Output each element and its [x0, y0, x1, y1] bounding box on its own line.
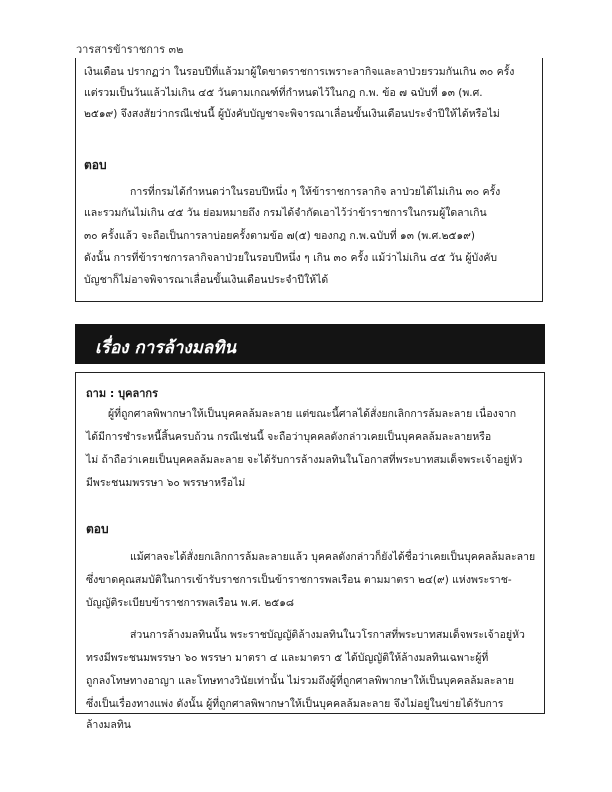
text-line: ถูกลงโทษทางอาญา และโทษทางวินัยเท่านั้น ไม่รวมถึงผู้ที่ถูกศาลพิพากษาให้เป็นบุคคลล้มละลาย	[86, 675, 515, 687]
text-line: ผู้ที่ถูกศาลพิพากษาให้เป็นบุคคลล้มละลาย แต่ขณะนี้ศาลได้สั่งยกเลิกการล้มละลาย เนื่องจาก	[108, 408, 517, 420]
text-line: ดังนั้น การที่ข้าราชการลากิจลาป่วยในรอบปีหนึ่ง ๆ เกิน ๓๐ ครั้ง แม้ว่าไม่เกิน ๔๕ วัน ผู้บังคับ	[84, 252, 498, 264]
text-line: ซึ่งขาดคุณสมบัติในการเข้ารับราชการเป็นข้าราชการพลเรือน ตามมาตรา ๒๔(๙) แห่งพระราช-	[86, 574, 512, 586]
running-header: วารสารข้าราชการ ๓๒	[76, 43, 184, 56]
text-line: เงินเดือน ปรากฏว่า ในรอบปีที่แล้วมาผู้ใดขาดราชการเพราะลากิจและลาป่วยรวมกันเกิน ๓๐ ครั้ง	[84, 66, 515, 78]
text-line: มีพระชนมพรรษา ๖๐ พรรษาหรือไม่	[86, 477, 246, 489]
text-line: บัญญัติระเบียบข้าราชการพลเรือน พ.ศ. ๒๕๑๘	[86, 597, 294, 609]
text-line: แม้ศาลจะได้สั่งยกเลิกการล้มละลายแล้ว บุคคลดังกล่าวก็ยังได้ชื่อว่าเคยเป็นบุคคลล้มละลาย	[130, 551, 536, 563]
text-line: ไม่ ถ้าถือว่าเคยเป็นบุคคลล้มละลาย จะได้รับการล้างมลทินในโอกาสที่พระบาทสมเด็จพระเจ้าอยู่หัว	[86, 454, 523, 466]
text-line: บัญชาก็ไม่อาจพิจารณาเลื่อนขั้นเงินเดือนประจำปีให้ได้	[84, 274, 329, 286]
text-line: การที่กรมได้กำหนดว่าในรอบปีหนึ่ง ๆ ให้ข้าราชการลากิจ ลาป่วยได้ไม่เกิน ๓๐ ครั้ง	[130, 186, 501, 198]
text-line: ๓๐ ครั้งแล้ว จะถือเป็นการลาบ่อยครั้งตามข้อ ๗(๕) ของกฎ ก.พ.ฉบับที่ ๑๓ (พ.ศ.๒๕๑๙)	[84, 230, 475, 242]
section-title-banner	[75, 324, 545, 364]
text-line: แต่รวมเป็นวันแล้วไม่เกิน ๔๕ วันตามเกณฑ์ที่กำหนดไว้ในกฎ ก.พ. ข้อ ๗ ฉบับที่ ๑๓ (พ.ศ.	[84, 87, 483, 99]
text-line: ได้มีการชำระหนี้สิ้นครบถ้วน กรณีเช่นนี้ จะถือว่าบุคคลดังกล่าวเคยเป็นบุคคลล้มละลายหรือ	[86, 431, 492, 443]
text-line: ทรงมีพระชนมพรรษา ๖๐ พรรษา มาตรา ๔ และมาตรา ๕ ได้บัญญัติให้ล้างมลทินเฉพาะผู้ที่	[86, 652, 489, 664]
answer-label: ตอบ	[84, 158, 107, 172]
text-line: ล้างมลทิน	[86, 719, 131, 731]
text-line: ๒๕๑๙) จึงสงสัยว่ากรณีเช่นนี้ ผู้บังคับบัญชาจะพิจารณาเลื่อนขั้นเงินเดือนประจำปีให้ได้หรือไม่	[84, 108, 500, 120]
text-line: ซึ่งเป็นเรื่องทางแพ่ง ดังนั้น ผู้ที่ถูกศาลพิพากษาให้เป็นบุคคลล้มละลาย จึงไม่อยู่ในข่ายได้รับการ	[86, 698, 504, 710]
answer-label: ตอบ	[86, 522, 109, 536]
text-line: และรวมกันไม่เกิน ๔๕ วัน ย่อมหมายถึง กรมได้จำกัดเอาไว้ว่าข้าราชการในกรมผู้ใดลาเกิน	[84, 207, 487, 219]
question-label: ถาม : บุคลากร	[86, 387, 158, 400]
text-line: ส่วนการล้างมลทินนั้น พระราชบัญญัติล้างมลทินในวโรกาสที่พระบาทสมเด็จพระเจ้าอยู่หัว	[130, 629, 525, 641]
section-title: เรื่อง การล้างมลทิน	[95, 338, 237, 358]
